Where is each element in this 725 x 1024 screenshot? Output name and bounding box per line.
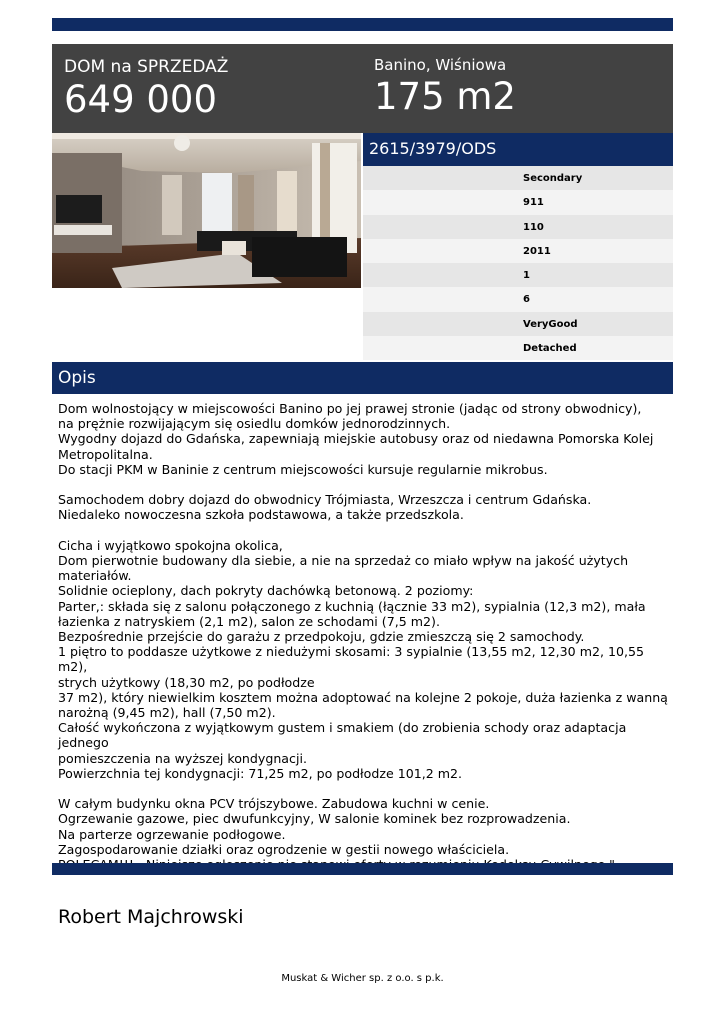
living-room-photo	[52, 133, 361, 288]
param-row	[363, 215, 673, 239]
param-value: 911	[523, 197, 544, 209]
description-heading-bar	[52, 362, 673, 394]
description-line: Zagospodarowanie działki oraz ogrodzenie w gestii nowego właściciela.	[58, 841, 510, 857]
param-row	[363, 263, 673, 287]
description-line: W całym budynku okna PCV trójszybowe. Zabudowa kuchni w cenie.	[58, 796, 490, 812]
parameters-table	[363, 166, 673, 360]
param-value: 2011	[523, 245, 551, 257]
description-heading: Opis	[58, 368, 96, 388]
listing-header	[52, 44, 673, 133]
description-line: Solidnie ocieplony, dach pokryty dachówką betonową. 2 poziomy:	[58, 583, 474, 599]
description-line: Metropolitalna.	[58, 446, 153, 462]
description-line: Do stacji PKM w Baninie z centrum miejscowości kursuje regularnie mikrobus.	[58, 461, 548, 477]
description-line: Powierzchnia tej kondygnacji: 71,25 m2, po podłodze 101,2 m2.	[58, 765, 463, 781]
description-line: Ogrzewanie gazowe, piec dwufunkcyjny, W salonie kominek bez rozprowadzenia.	[58, 811, 571, 827]
description-line: Na parterze ogrzewanie podłogowe.	[58, 826, 286, 842]
description-line: Dom wolnostojący w miejscowości Banino po jej prawej stronie (jadąc od strony obwodnicy),	[58, 401, 642, 416]
description-line: 37 m2), który niewielkim kosztem można adoptować na kolejne 2 pokoje, duża łazienka z wanną	[58, 689, 668, 705]
description-line	[58, 781, 668, 796]
description-line: Cicha i wyjątkowo spokojna okolica,	[58, 537, 283, 553]
description-line: pomieszczenia na wyższej kondygnacji.	[58, 750, 307, 766]
reference-bar	[363, 133, 673, 166]
description-line: narożną (9,45 m2), hall (7,50 m2).	[58, 705, 276, 721]
company-footer: Muskat & Wicher sp. z o.o. s p.k.	[281, 973, 444, 984]
agent-name: Robert Majchrowski	[58, 906, 244, 928]
description-line: Całość wykończona z wyjątkowym gustem i smakiem (do zrobienia schody oraz adaptacja jednego	[58, 720, 631, 751]
param-value: Detached	[523, 343, 577, 355]
description-line: Wygodny dojazd do Gdańska, zapewniają miejskie autobusy oraz od niedawna Pomorska Kolej	[58, 431, 654, 447]
header-right	[374, 55, 516, 119]
param-row	[363, 287, 673, 311]
description-line	[58, 477, 668, 492]
param-row	[363, 190, 673, 214]
description-line: 1 piętro to poddasze użytkowe z niedużymi skosami: 3 sypialnie (13,55 m2, 12,30 m2, 10,55 m2),	[58, 644, 649, 675]
description-line: Niedaleko nowoczesna szkoła podstawowa, a także przedszkola.	[58, 507, 464, 523]
param-value: Secondary	[523, 173, 583, 184]
param-value: 6	[523, 294, 530, 306]
location: Banino, Wiśniowa	[374, 56, 507, 74]
description-text	[58, 401, 668, 872]
param-value: VeryGood	[523, 318, 578, 330]
top-accent-bar	[52, 18, 673, 31]
description-line: na prężnie rozwijającym się osiedlu domków jednorodzinnych.	[58, 416, 451, 432]
param-value: 1	[523, 270, 530, 282]
param-row	[363, 312, 673, 336]
param-row	[363, 239, 673, 263]
description-line: Samochodem dobry dojazd do obwodnicy Trójmiasta, Wrzeszcza i centrum Gdańska.	[58, 492, 592, 508]
property-type: DOM na SPRZEDAŻ	[64, 57, 229, 77]
bottom-accent-bar	[52, 863, 673, 875]
reference-number: 2615/3979/ODS	[369, 139, 497, 158]
description-line: Bezpośrednie przejście do garażu z przedpokoju, gdzie zmieszczą się 2 samochody.	[58, 629, 585, 645]
param-value: 110	[523, 221, 544, 233]
param-row	[363, 166, 673, 190]
description-line: materiałów.	[58, 568, 132, 584]
description-line	[58, 523, 668, 538]
description-line: Parter,: składa się z salonu połączonego z kuchnią (łącznie 33 m2), sypialnia (12,3 m2), mała	[58, 598, 646, 614]
param-row	[363, 336, 673, 360]
description-line: strych użytkowy (18,30 m2, po podłodze	[58, 674, 315, 690]
description-line: łazienka z natryskiem (2,1 m2), salon ze schodami (7,5 m2).	[58, 613, 440, 629]
price: 649 000	[64, 78, 218, 121]
description-line: Dom pierwotnie budowany dla siebie, a nie na sprzedaż co miało wpływ na jakość użytych	[58, 553, 629, 569]
header-left	[64, 56, 228, 122]
area: 175 m2	[374, 75, 516, 118]
property-photo	[52, 133, 361, 288]
